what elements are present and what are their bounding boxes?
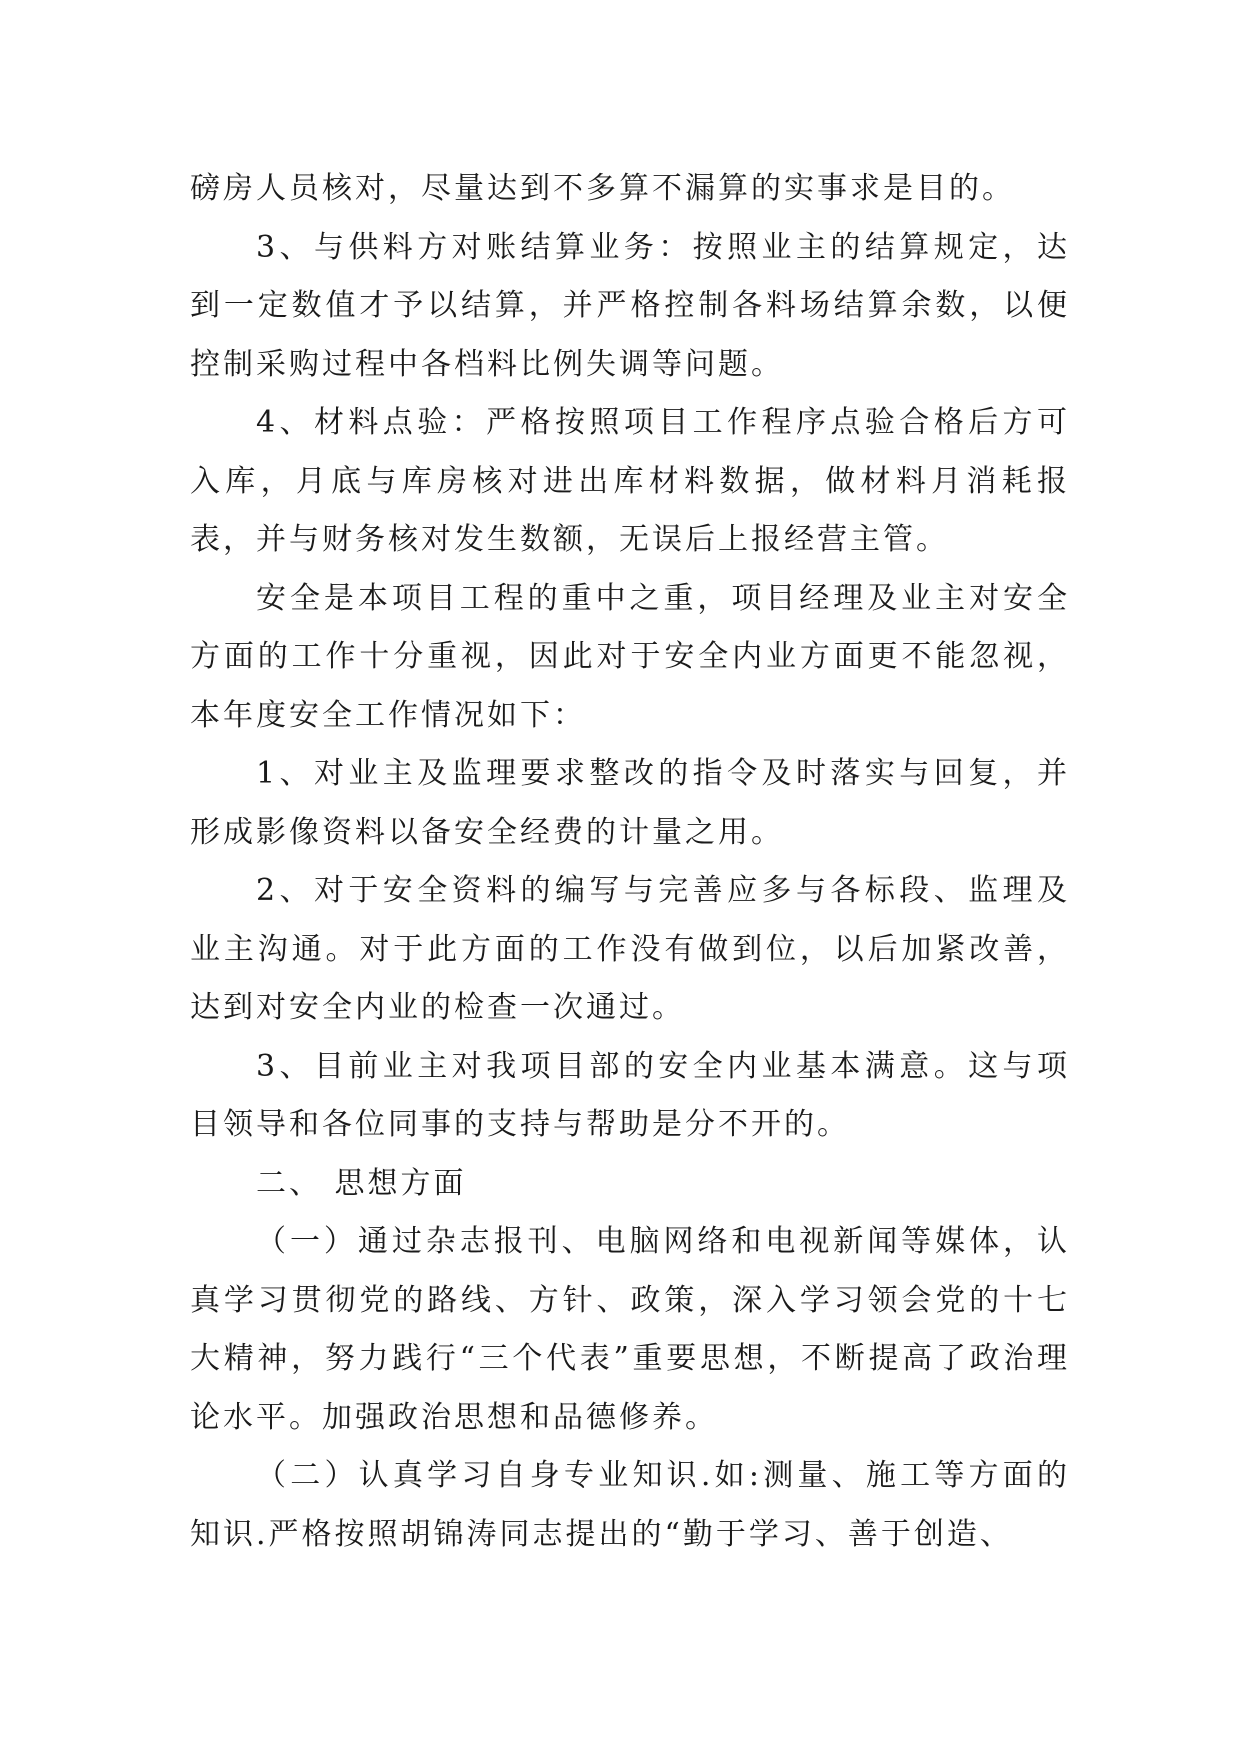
- paragraph-supplier-settlement: 3、与供料方对账结算业务：按照业主的结算规定，达到一定数值才予以结算，并严格控制各料场结算余数，以便控制采购过程中各档料比例失调等问题。: [190, 229, 1070, 382]
- section-heading-ideology: 二、 思想方面: [256, 1165, 467, 1201]
- paragraph-safety-intro: 安全是本项目工程的重中之重，项目经理及业主对安全方面的工作十分重视，因此对于安全内业方面更不能忽视，本年度安全工作情况如下：: [190, 580, 1070, 733]
- paragraph-safety-item-1: 1、对业主及监理要求整改的指令及时落实与回复，并形成影像资料以备安全经费的计量之用。: [190, 756, 1070, 850]
- paragraph-continuation: 磅房人员核对，尽量达到不多算不漏算的实事求是目的。: [190, 171, 1015, 206]
- paragraph-material-inspection: 4、材料点验：严格按照项目工作程序点验合格后方可入库，月底与库房核对进出库材料数据，做材料月消耗报表，并与财务核对发生数额，无误后上报经营主管。: [190, 405, 1070, 557]
- paragraph-safety-item-2: 2、对于安全资料的编写与完善应多与各标段、监理及业主沟通。对于此方面的工作没有做到位，以后加紧改善，达到对安全内业的检查一次通过。: [190, 873, 1070, 1025]
- paragraph-ideology-item-1: （一）通过杂志报刊、电脑网络和电视新闻等媒体，认真学习贯彻党的路线、方针、政策，深入学习领会党的十七大精神，努力践行“三个代表”重要思想，不断提高了政治理论水平。加强政治思想和品德修养。: [190, 1224, 1070, 1435]
- paragraph-ideology-item-2: （二）认真学习自身专业知识.如:测量、施工等方面的知识.严格按照胡锦涛同志提出的“勤于学习、善于创造、: [190, 1458, 1070, 1552]
- paragraph-safety-item-3: 3、目前业主对我项目部的安全内业基本满意。这与项目领导和各位同事的支持与帮助是分不开的。: [190, 1048, 1070, 1142]
- document-body: [190, 160, 1070, 1564]
